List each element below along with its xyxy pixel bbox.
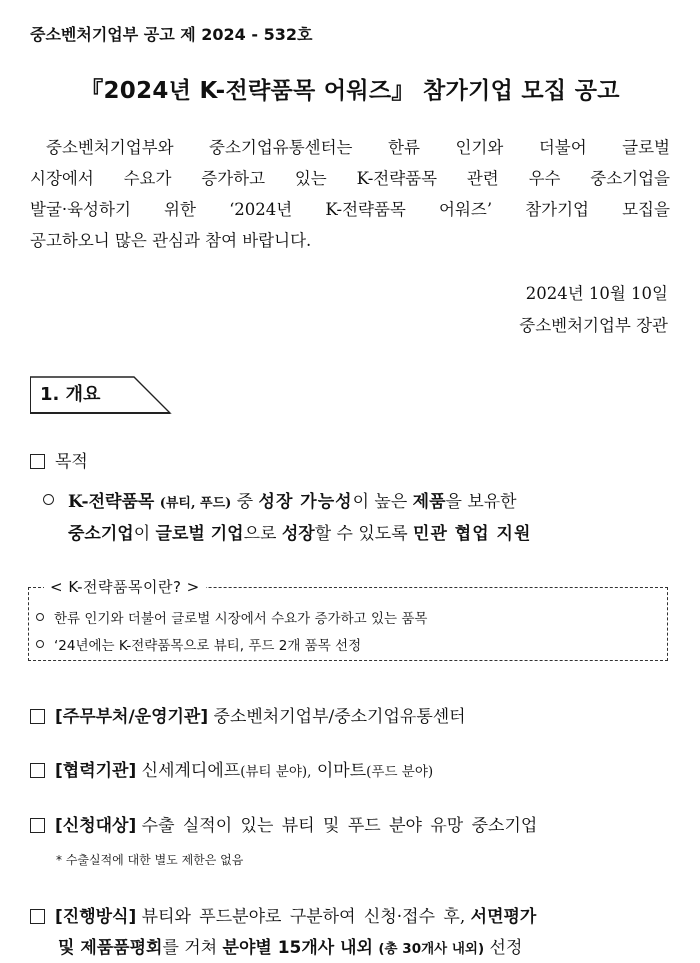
circle-bullet-icon [36,613,44,621]
intro-word: 모집을 [622,200,670,219]
eligibility-row [30,811,537,836]
partners-value: 이마트 [316,761,367,781]
process-emphasis: 서면평가 [470,907,537,927]
intro-line-2 [30,163,670,194]
process-emphasis: 분야별 15개사 내외 [222,938,373,958]
process-label: [진행방식] [55,907,137,927]
process-text: 를 거쳐 [162,938,218,958]
purpose-text: 으로 [243,524,277,544]
issuer-name: 중소벤처기업부 장관 [519,316,668,335]
checkbox-square-icon [30,763,45,778]
eligibility-note: * 수출실적에 대한 별도 제한은 없음 [56,853,244,867]
intro-word: K-전략품목 [325,200,406,219]
ministry-value: 중소벤처기업부/중소기업유통센터 [213,707,466,727]
intro-word: 더불어 [538,138,587,157]
intro-line-1 [30,132,670,163]
intro-word: 참가기업 [525,200,589,219]
purpose-emphasis: 글로벌 기업 [155,524,244,544]
process-row-continued [58,933,522,958]
intro-word: 중소기업을 [590,169,670,188]
process-emphasis: 및 제품품평회 [58,938,163,958]
purpose-emphasis: 성장 [281,524,315,544]
intro-word: 위한 [164,200,196,219]
intro-word: 글로벌 [622,138,670,157]
checkbox-square-icon [30,709,45,724]
purpose-text: 이 높은 [352,492,408,512]
purpose-emphasis: 민관 협업 지원 [413,524,532,544]
circle-bullet-icon [43,494,54,505]
intro-word: 수요가 [123,169,172,188]
eligibility-value: 수출 실적이 있는 뷰티 및 푸드 분야 유망 중소기업 [141,816,538,836]
info-item-text: ‘24년에는 K-전략품목으로 뷰티, 푸드 2개 품목 선정 [54,638,362,654]
purpose-text: 중 [236,492,254,512]
intro-word: 공고하오니 많은 관심과 참여 바랍니다. [30,231,312,250]
purpose-line-1 [43,486,517,520]
eligibility-label: [신청대상] [55,816,137,836]
announcement-date: 2024년 10월 10일 [525,284,668,303]
partners-value: 신세계디에프 [141,761,241,781]
intro-word: 증가하고 [201,169,266,188]
intro-word: 어워즈’ [439,200,493,219]
purpose-emphasis: 중소기업 [68,524,134,544]
document-number: 중소벤처기업부 공고 제 2024 - 532호 [30,25,313,44]
process-text: 선정 [489,938,523,958]
purpose-term-detail: (뷰티, 푸드) [159,496,232,511]
checkbox-square-icon [30,818,45,833]
purpose-text: 을 보유한 [445,492,517,512]
section-heading-label: 1. 개요 [40,384,101,405]
process-row [30,902,536,927]
intro-word: 있는 [294,169,327,188]
intro-word: 시장에서 [30,169,94,188]
intro-word: 관련 [466,169,499,188]
process-emphasis-detail: (총 30개사 내외) [378,941,485,957]
intro-line-4 [30,225,670,256]
info-item [36,634,361,654]
intro-word: K-전략품목 [356,169,438,188]
purpose-label: 목적 [55,452,88,472]
purpose-emphasis: 성장 가능성 [258,492,353,512]
purpose-heading [30,447,88,472]
info-item [36,607,427,627]
intro-word: 한류 [388,138,420,157]
purpose-emphasis: 제품 [412,492,446,512]
checkbox-square-icon [30,454,45,469]
intro-word: 우수 [528,169,561,188]
ministry-label: [주무부처/운영기관] [55,707,209,727]
checkbox-square-icon [30,909,45,924]
purpose-text: 이 [133,524,151,544]
intro-word: 인기와 [455,138,504,157]
purpose-line-2 [68,518,531,550]
partners-value-detail: (푸드 분야) [366,764,434,780]
purpose-term: K-전략품목 [68,492,155,512]
section-heading [30,375,172,415]
intro-paragraph [30,132,670,256]
intro-word: ‘2024년 [229,200,293,219]
partners-value-detail: (뷰티 분야), [240,764,312,780]
partners-row [30,756,433,781]
intro-word: 중소벤처기업부와 [46,138,174,157]
info-item-text: 한류 인기와 더불어 글로벌 시장에서 수요가 증가하고 있는 품목 [54,611,428,627]
intro-line-3 [30,194,670,225]
intro-word: 발굴·육성하기 [30,200,131,219]
info-box-title: < K-전략품목이란? > [44,576,206,597]
purpose-text: 할 수 있도록 [314,524,408,544]
ministry-row [30,702,466,727]
intro-word: 중소기업유통센터는 [209,138,353,157]
circle-bullet-icon [36,640,44,648]
document-title: 『2024년 K-전략품목 어워즈』 참가기업 모집 공고 [80,78,620,104]
partners-label: [협력기관] [55,761,137,781]
process-text: 뷰티와 푸드분야로 구분하여 신청·접수 후, [141,907,466,927]
